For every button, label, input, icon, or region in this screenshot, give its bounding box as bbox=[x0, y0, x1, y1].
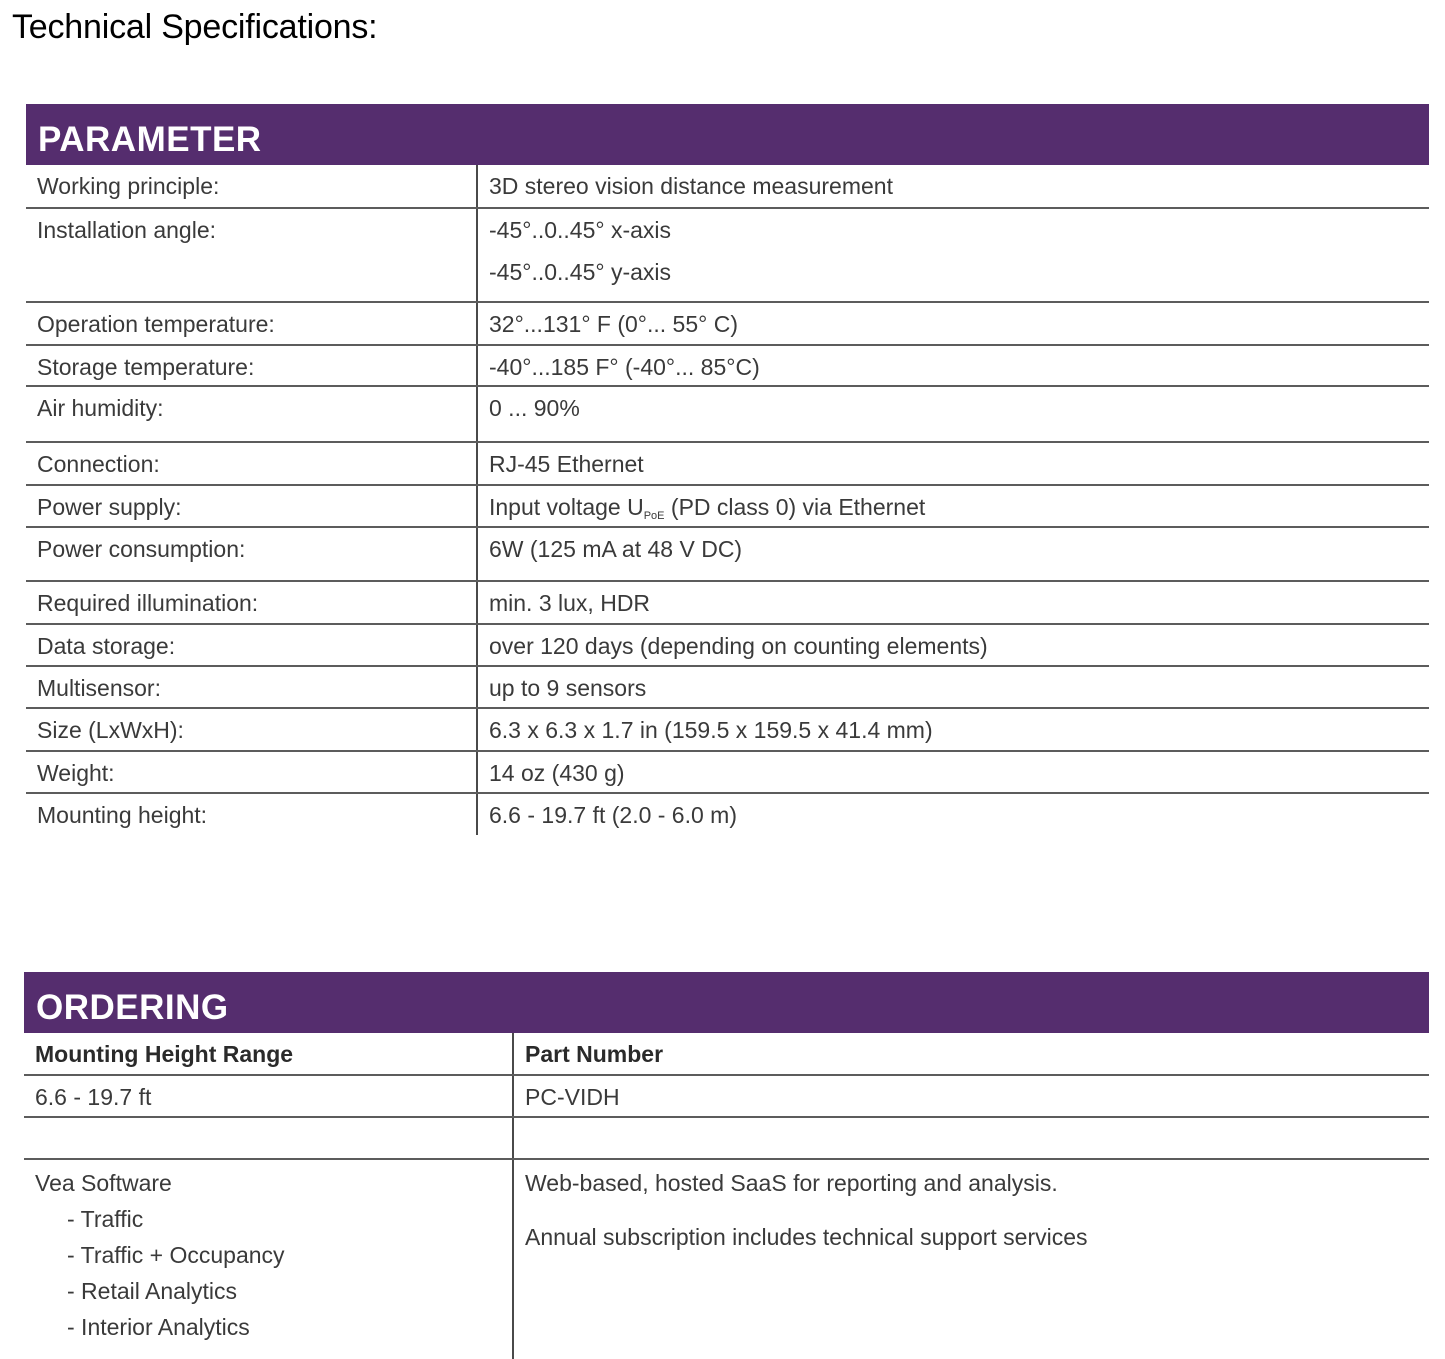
parameter-label: Required illumination: bbox=[26, 581, 477, 624]
parameter-row bbox=[26, 386, 1429, 442]
page-title: Technical Specifications: bbox=[12, 8, 378, 46]
parameter-row bbox=[26, 345, 1429, 386]
parameter-label: Working principle: bbox=[26, 165, 477, 208]
parameter-label: Operation temperature: bbox=[26, 302, 477, 345]
software-item-traffic-occupancy: - Traffic + Occupancy bbox=[67, 1242, 285, 1268]
parameter-value bbox=[477, 485, 1429, 527]
parameter-label: Mounting height: bbox=[26, 793, 477, 835]
parameter-value bbox=[477, 442, 1429, 485]
parameter-value-line: over 120 days (depending on counting elements) bbox=[489, 633, 988, 659]
parameter-value bbox=[477, 527, 1429, 581]
parameter-row bbox=[26, 581, 1429, 624]
parameter-row bbox=[26, 302, 1429, 345]
parameter-row bbox=[26, 751, 1429, 793]
parameter-header: PARAMETER bbox=[26, 104, 1429, 165]
parameter-value-line: up to 9 sensors bbox=[489, 675, 647, 701]
parameter-row bbox=[26, 666, 1429, 708]
parameter-label: Connection: bbox=[26, 442, 477, 485]
empty-cell bbox=[513, 1117, 1429, 1159]
parameter-value bbox=[477, 165, 1429, 208]
parameter-value bbox=[477, 208, 1429, 302]
parameter-value-line: RJ-45 Ethernet bbox=[489, 451, 644, 477]
parameter-value-line: 6.6 - 19.7 ft (2.0 - 6.0 m) bbox=[489, 802, 737, 828]
parameter-value bbox=[477, 581, 1429, 624]
parameter-row bbox=[26, 485, 1429, 527]
software-title: Vea Software bbox=[35, 1170, 172, 1196]
software-item-retail-analytics: - Retail Analytics bbox=[67, 1278, 238, 1304]
parameter-value-line: min. 3 lux, HDR bbox=[489, 590, 651, 616]
parameter-row bbox=[26, 165, 1429, 208]
ordering-header-row bbox=[24, 1033, 1429, 1075]
parameter-table bbox=[26, 165, 1429, 835]
ordering-table bbox=[24, 1033, 1429, 1359]
parameter-value-line: -45°..0..45° x-axis bbox=[489, 217, 672, 243]
parameter-value bbox=[477, 708, 1429, 751]
parameter-value bbox=[477, 345, 1429, 386]
parameter-value-line: 14 oz (430 g) bbox=[489, 760, 625, 786]
parameter-value bbox=[477, 386, 1429, 442]
parameter-value bbox=[477, 624, 1429, 666]
ordering-section bbox=[24, 972, 1429, 1359]
parameter-label: Weight: bbox=[26, 751, 477, 793]
parameter-label: Storage temperature: bbox=[26, 345, 477, 386]
parameter-section bbox=[26, 104, 1429, 835]
software-desc-line: Web-based, hosted SaaS for reporting and analysis. bbox=[525, 1170, 1058, 1196]
parameter-label: Size (LxWxH): bbox=[26, 708, 477, 751]
col-header-mounting-height: Mounting Height Range bbox=[24, 1033, 513, 1075]
ordering-empty-row bbox=[24, 1117, 1429, 1159]
parameter-row bbox=[26, 793, 1429, 835]
parameter-value-line: 6W (125 mA at 48 V DC) bbox=[489, 536, 743, 562]
ordering-header: ORDERING bbox=[24, 972, 1429, 1033]
software-item-interior-analytics: - Interior Analytics bbox=[67, 1314, 250, 1340]
parameter-value bbox=[477, 793, 1429, 835]
power-supply-prefix: Input voltage U bbox=[489, 494, 644, 520]
parameter-label: Air humidity: bbox=[26, 386, 477, 442]
parameter-value-line: -40°...185 F° (-40°... 85°C) bbox=[489, 354, 760, 380]
parameter-value-line: 3D stereo vision distance measurement bbox=[489, 173, 893, 199]
parameter-row bbox=[26, 442, 1429, 485]
power-supply-subscript: PoE bbox=[643, 510, 665, 522]
parameter-value bbox=[477, 666, 1429, 708]
parameter-row bbox=[26, 208, 1429, 302]
empty-cell bbox=[24, 1117, 513, 1159]
ordering-row bbox=[24, 1075, 1429, 1117]
software-cell bbox=[24, 1159, 513, 1359]
software-desc-line: Annual subscription includes technical support services bbox=[525, 1224, 1088, 1250]
parameter-value-line: 0 ... 90% bbox=[489, 395, 580, 421]
parameter-label: Power consumption: bbox=[26, 527, 477, 581]
parameter-row bbox=[26, 527, 1429, 581]
part-number-value: PC-VIDH bbox=[513, 1075, 1429, 1117]
software-item-traffic: - Traffic bbox=[67, 1206, 144, 1232]
parameter-label: Data storage: bbox=[26, 624, 477, 666]
parameter-value-line: 32°...131° F (0°... 55° C) bbox=[489, 311, 739, 337]
parameter-value bbox=[477, 302, 1429, 345]
parameter-label: Power supply: bbox=[26, 485, 477, 527]
col-header-part-number: Part Number bbox=[513, 1033, 1429, 1075]
power-supply-suffix: (PD class 0) via Ethernet bbox=[664, 494, 926, 520]
software-row bbox=[24, 1159, 1429, 1359]
parameter-value-line: 6.3 x 6.3 x 1.7 in (159.5 x 159.5 x 41.4 mm) bbox=[489, 717, 933, 743]
parameter-value bbox=[477, 751, 1429, 793]
parameter-label: Multisensor: bbox=[26, 666, 477, 708]
parameter-value-line: -45°..0..45° y-axis bbox=[489, 259, 672, 285]
software-description bbox=[513, 1159, 1429, 1359]
parameter-row bbox=[26, 708, 1429, 751]
mounting-height-value: 6.6 - 19.7 ft bbox=[24, 1075, 513, 1117]
parameter-row bbox=[26, 624, 1429, 666]
parameter-label: Installation angle: bbox=[26, 208, 477, 302]
